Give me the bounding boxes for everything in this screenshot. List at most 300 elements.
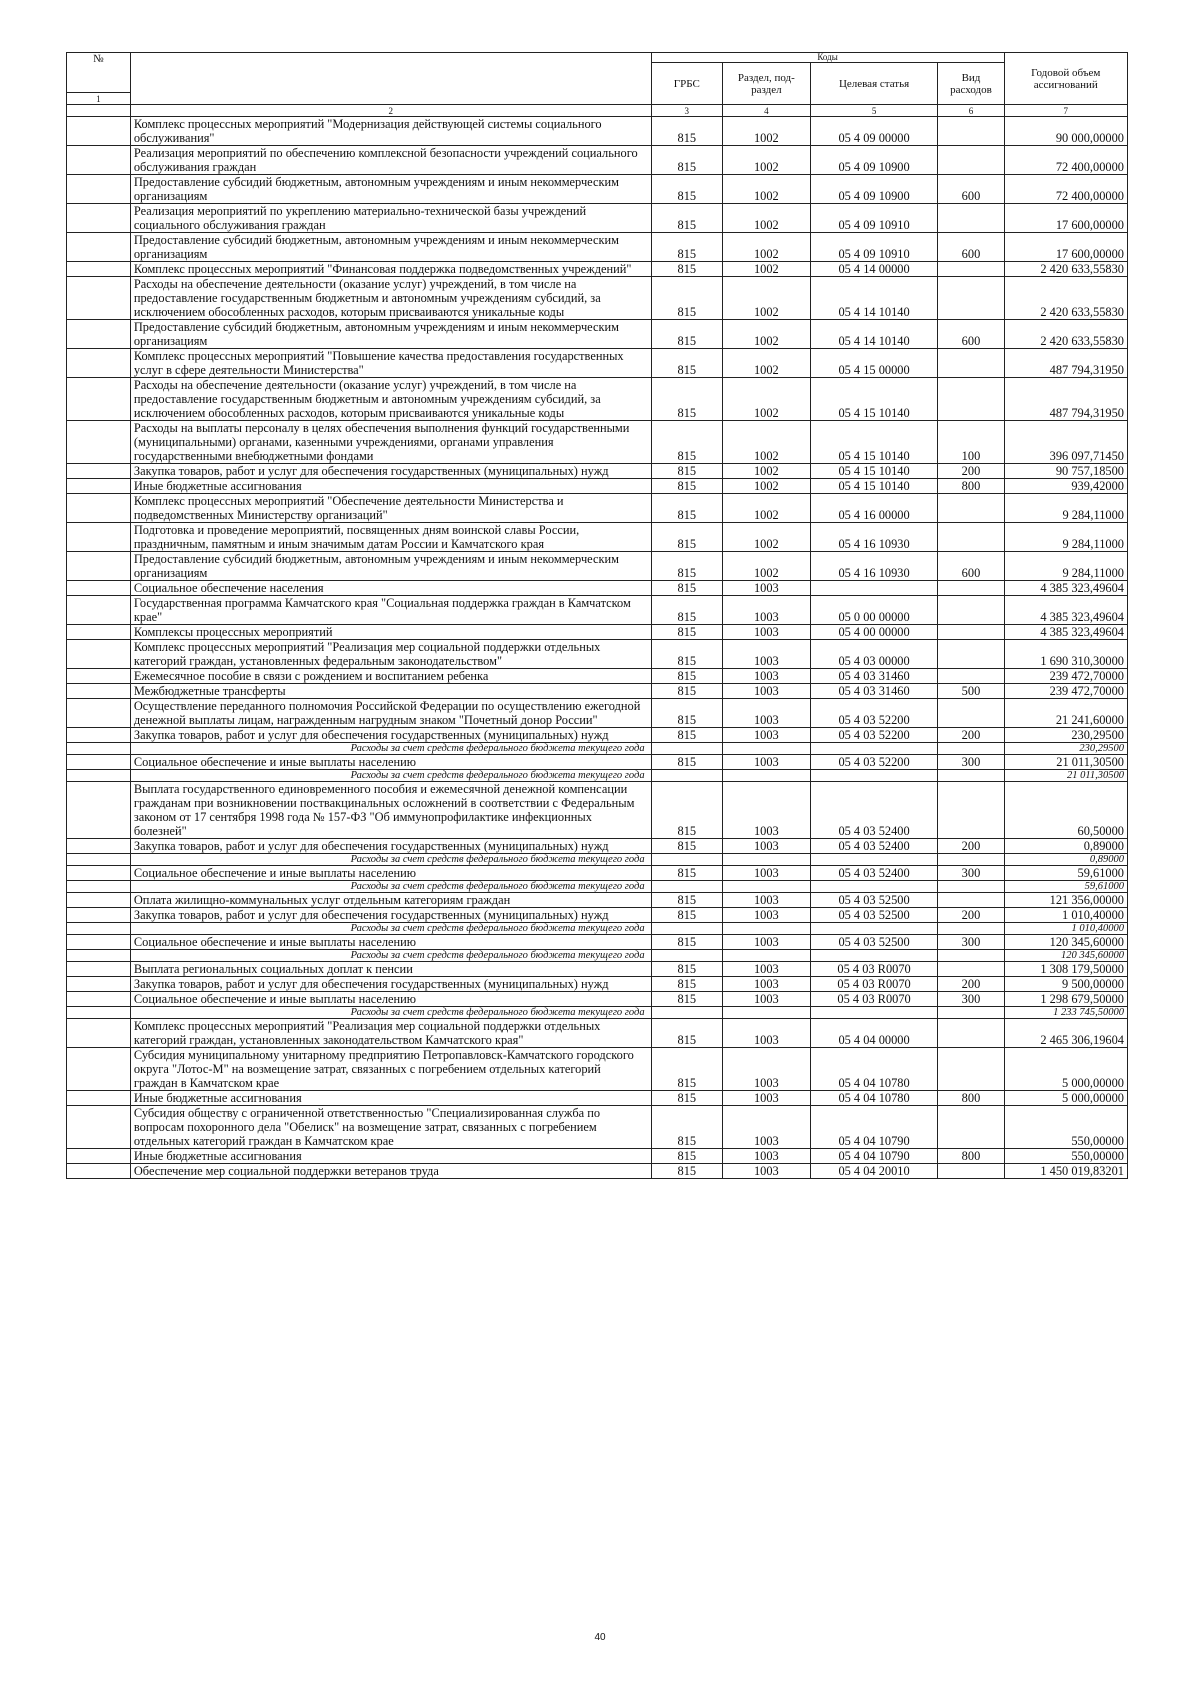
federal-budget-row: [67, 854, 1128, 866]
num-cell: [67, 581, 131, 596]
section-cell: [723, 743, 811, 755]
num-cell: [67, 992, 131, 1007]
table-row: [67, 320, 1128, 349]
name-cell: Расходы за счет средств федерального бюджета текущего года: [130, 770, 651, 782]
expense-type-cell: [938, 146, 1004, 175]
num-cell: [67, 1048, 131, 1091]
target-cell: 05 4 15 10140: [810, 464, 938, 479]
section-cell: 1003: [723, 935, 811, 950]
header-annual: Годовой объем ассигнований: [1004, 53, 1127, 105]
amount-cell: 396 097,71450: [1004, 421, 1127, 464]
grbs-cell: [651, 1007, 722, 1019]
section-cell: 1003: [723, 728, 811, 743]
target-cell: 05 0 00 00000: [810, 596, 938, 625]
num-cell: [67, 962, 131, 977]
table-row: [67, 421, 1128, 464]
expense-type-cell: 200: [938, 464, 1004, 479]
table-row: [67, 552, 1128, 581]
section-cell: 1002: [723, 523, 811, 552]
expense-type-cell: 200: [938, 728, 1004, 743]
expense-type-cell: [938, 923, 1004, 935]
section-cell: 1003: [723, 1019, 811, 1048]
amount-cell: 1 298 679,50000: [1004, 992, 1127, 1007]
name-cell: Расходы за счет средств федерального бюджета текущего года: [130, 923, 651, 935]
amount-cell: 9 284,11000: [1004, 494, 1127, 523]
federal-budget-row: [67, 950, 1128, 962]
num-cell: [67, 684, 131, 699]
target-cell: 05 4 03 52200: [810, 699, 938, 728]
grbs-cell: 815: [651, 839, 722, 854]
amount-cell: 5 000,00000: [1004, 1048, 1127, 1091]
grbs-cell: 815: [651, 640, 722, 669]
num-cell: [67, 699, 131, 728]
grbs-cell: 815: [651, 1091, 722, 1106]
name-cell: Оплата жилищно-коммунальных услуг отдельным категориям граждан: [130, 893, 651, 908]
section-cell: 1003: [723, 1164, 811, 1179]
target-cell: 05 4 03 52500: [810, 908, 938, 923]
amount-cell: 90 000,00000: [1004, 117, 1127, 146]
section-cell: 1003: [723, 992, 811, 1007]
grbs-cell: 815: [651, 349, 722, 378]
num-cell: [67, 349, 131, 378]
expense-type-cell: [938, 349, 1004, 378]
grbs-cell: 815: [651, 117, 722, 146]
expense-type-cell: 600: [938, 320, 1004, 349]
section-cell: 1003: [723, 755, 811, 770]
target-cell: 05 4 09 10900: [810, 146, 938, 175]
section-cell: 1002: [723, 421, 811, 464]
section-cell: 1003: [723, 1106, 811, 1149]
grbs-cell: 815: [651, 684, 722, 699]
table-row: [67, 596, 1128, 625]
amount-cell: 120 345,60000: [1004, 950, 1127, 962]
amount-cell: 0,89000: [1004, 854, 1127, 866]
target-cell: 05 4 14 10140: [810, 277, 938, 320]
amount-cell: 2 420 633,55830: [1004, 277, 1127, 320]
table-row: [67, 1048, 1128, 1091]
expense-type-cell: 300: [938, 935, 1004, 950]
table-row: [67, 640, 1128, 669]
expense-type-cell: 200: [938, 977, 1004, 992]
header-index-1: 1: [67, 93, 131, 105]
amount-cell: 1 010,40000: [1004, 923, 1127, 935]
num-cell: [67, 204, 131, 233]
name-cell: Закупка товаров, работ и услуг для обеспечения государственных (муниципальных) нужд: [130, 464, 651, 479]
table-row: [67, 146, 1128, 175]
table-row: [67, 494, 1128, 523]
grbs-cell: 815: [651, 262, 722, 277]
grbs-cell: 815: [651, 866, 722, 881]
num-cell: [67, 782, 131, 839]
amount-cell: 487 794,31950: [1004, 349, 1127, 378]
section-cell: 1003: [723, 1149, 811, 1164]
grbs-cell: 815: [651, 479, 722, 494]
section-cell: 1002: [723, 464, 811, 479]
amount-cell: 9 284,11000: [1004, 552, 1127, 581]
section-cell: 1003: [723, 962, 811, 977]
expense-type-cell: 300: [938, 755, 1004, 770]
amount-cell: 21 011,30500: [1004, 770, 1127, 782]
num-cell: [67, 893, 131, 908]
target-cell: 05 4 09 10910: [810, 233, 938, 262]
name-cell: Подготовка и проведение мероприятий, посвященных дням воинской славы России, праздничным, памятным и иным значимым датам России и Камчатского края: [130, 523, 651, 552]
amount-cell: 72 400,00000: [1004, 175, 1127, 204]
name-cell: Закупка товаров, работ и услуг для обеспечения государственных (муниципальных) нужд: [130, 728, 651, 743]
grbs-cell: 815: [651, 320, 722, 349]
header-target: Целевая статья: [810, 63, 938, 105]
section-cell: 1003: [723, 866, 811, 881]
amount-cell: 239 472,70000: [1004, 669, 1127, 684]
num-cell: [67, 320, 131, 349]
table-row: [67, 1019, 1128, 1048]
name-cell: Реализация мероприятий по обеспечению комплексной безопасности учреждений социального обслуживания граждан: [130, 146, 651, 175]
name-cell: Расходы на обеспечение деятельности (оказание услуг) учреждений, в том числе на предоставление государственным бюджетным и автономным учреждениям субсидий, за исключением обособленных расходов, которым присваиваются уникальные коды: [130, 277, 651, 320]
grbs-cell: 815: [651, 1106, 722, 1149]
header-index-4: 4: [723, 105, 811, 117]
header-index-6: 6: [938, 105, 1004, 117]
grbs-cell: 815: [651, 1048, 722, 1091]
federal-budget-row: [67, 1007, 1128, 1019]
grbs-cell: 815: [651, 494, 722, 523]
target-cell: [810, 950, 938, 962]
target-cell: 05 4 03 52200: [810, 728, 938, 743]
grbs-cell: [651, 923, 722, 935]
expense-type-cell: 800: [938, 479, 1004, 494]
expense-type-cell: 500: [938, 684, 1004, 699]
name-cell: Комплекс процессных мероприятий "Реализация мер социальной поддержки отдельных категорий граждан, установленных федеральным законодательством": [130, 640, 651, 669]
section-cell: 1002: [723, 117, 811, 146]
expense-type-cell: [938, 1019, 1004, 1048]
header-index-blank: [67, 105, 131, 117]
target-cell: 05 4 15 10140: [810, 378, 938, 421]
name-cell: Иные бюджетные ассигнования: [130, 479, 651, 494]
table-row: [67, 464, 1128, 479]
name-cell: Закупка товаров, работ и услуг для обеспечения государственных (муниципальных) нужд: [130, 908, 651, 923]
section-cell: 1003: [723, 669, 811, 684]
target-cell: 05 4 03 52500: [810, 893, 938, 908]
amount-cell: 550,00000: [1004, 1149, 1127, 1164]
section-cell: 1003: [723, 1091, 811, 1106]
num-cell: [67, 175, 131, 204]
target-cell: 05 4 09 00000: [810, 117, 938, 146]
expense-type-cell: [938, 881, 1004, 893]
num-cell: [67, 378, 131, 421]
grbs-cell: [651, 854, 722, 866]
amount-cell: 1 308 179,50000: [1004, 962, 1127, 977]
header-codes: Коды: [651, 53, 1004, 63]
target-cell: 05 4 04 00000: [810, 1019, 938, 1048]
grbs-cell: [651, 950, 722, 962]
table-row: [67, 378, 1128, 421]
amount-cell: 1 010,40000: [1004, 908, 1127, 923]
grbs-cell: 815: [651, 464, 722, 479]
grbs-cell: 815: [651, 146, 722, 175]
expense-type-cell: 100: [938, 421, 1004, 464]
num-cell: [67, 908, 131, 923]
expense-type-cell: [938, 854, 1004, 866]
section-cell: 1003: [723, 625, 811, 640]
num-cell: [67, 743, 131, 755]
name-cell: Социальное обеспечение и иные выплаты населению: [130, 935, 651, 950]
name-cell: Расходы за счет средств федерального бюджета текущего года: [130, 743, 651, 755]
section-cell: 1003: [723, 596, 811, 625]
name-cell: Комплекс процессных мероприятий "Реализация мер социальной поддержки отдельных категорий граждан, установленных законодательством Камчатского края": [130, 1019, 651, 1048]
section-cell: 1003: [723, 908, 811, 923]
table-row: [67, 349, 1128, 378]
target-cell: 05 4 04 10790: [810, 1149, 938, 1164]
table-row: [67, 625, 1128, 640]
name-cell: Социальное обеспечение и иные выплаты населению: [130, 866, 651, 881]
grbs-cell: 815: [651, 523, 722, 552]
amount-cell: 230,29500: [1004, 728, 1127, 743]
target-cell: [810, 1007, 938, 1019]
budget-table: [66, 52, 1128, 1179]
num-cell: [67, 935, 131, 950]
federal-budget-row: [67, 770, 1128, 782]
expense-type-cell: 300: [938, 866, 1004, 881]
amount-cell: 121 356,00000: [1004, 893, 1127, 908]
num-cell: [67, 881, 131, 893]
expense-type-cell: [938, 950, 1004, 962]
expense-type-cell: [938, 1007, 1004, 1019]
num-cell: [67, 950, 131, 962]
table-row: [67, 1091, 1128, 1106]
name-cell: Социальное обеспечение и иные выплаты населению: [130, 992, 651, 1007]
table-row: [67, 277, 1128, 320]
amount-cell: 59,61000: [1004, 866, 1127, 881]
name-cell: Субсидия муниципальному унитарному предприятию Петропавловск-Камчатского городского округа "Лотос-М" на возмещение затрат, связанных с погребением отдельных категорий граждан в Камчатском крае: [130, 1048, 651, 1091]
amount-cell: 239 472,70000: [1004, 684, 1127, 699]
grbs-cell: 815: [651, 552, 722, 581]
num-cell: [67, 625, 131, 640]
expense-type-cell: [938, 1048, 1004, 1091]
target-cell: [810, 743, 938, 755]
expense-type-cell: [938, 962, 1004, 977]
section-cell: 1003: [723, 782, 811, 839]
grbs-cell: 815: [651, 421, 722, 464]
target-cell: 05 4 03 R0070: [810, 977, 938, 992]
amount-cell: 72 400,00000: [1004, 146, 1127, 175]
target-cell: 05 4 16 10930: [810, 523, 938, 552]
grbs-cell: [651, 881, 722, 893]
target-cell: 05 4 03 31460: [810, 669, 938, 684]
num-cell: [67, 277, 131, 320]
budget-sheet: [66, 52, 1128, 1179]
grbs-cell: 815: [651, 935, 722, 950]
section-cell: 1002: [723, 479, 811, 494]
section-cell: 1002: [723, 175, 811, 204]
target-cell: 05 4 15 00000: [810, 349, 938, 378]
expense-type-cell: 800: [938, 1091, 1004, 1106]
grbs-cell: 815: [651, 669, 722, 684]
num-cell: [67, 839, 131, 854]
section-cell: [723, 950, 811, 962]
amount-cell: 487 794,31950: [1004, 378, 1127, 421]
target-cell: [810, 581, 938, 596]
name-cell: Расходы за счет средств федерального бюджета текущего года: [130, 881, 651, 893]
table-row: [67, 479, 1128, 494]
amount-cell: 17 600,00000: [1004, 233, 1127, 262]
section-cell: 1002: [723, 349, 811, 378]
expense-type-cell: [938, 117, 1004, 146]
expense-type-cell: [938, 625, 1004, 640]
table-row: [67, 1106, 1128, 1149]
expense-type-cell: [938, 743, 1004, 755]
section-cell: 1002: [723, 552, 811, 581]
grbs-cell: 815: [651, 204, 722, 233]
amount-cell: 2 420 633,55830: [1004, 262, 1127, 277]
target-cell: 05 4 00 00000: [810, 625, 938, 640]
grbs-cell: 815: [651, 782, 722, 839]
header-index-3: 3: [651, 105, 722, 117]
expense-type-cell: [938, 378, 1004, 421]
page-number: 40: [594, 1632, 606, 1643]
grbs-cell: 815: [651, 699, 722, 728]
expense-type-cell: [938, 1164, 1004, 1179]
header-index-7: 7: [1004, 105, 1127, 117]
target-cell: [810, 923, 938, 935]
amount-cell: 21 241,60000: [1004, 699, 1127, 728]
target-cell: 05 4 03 52500: [810, 935, 938, 950]
grbs-cell: 815: [651, 175, 722, 204]
amount-cell: 2 465 306,19604: [1004, 1019, 1127, 1048]
table-row: [67, 581, 1128, 596]
name-cell: Расходы на выплаты персоналу в целях обеспечения выполнения функций государственными (муниципальными) органами, казенными учреждениями, органами управления государственными внебюджетными фондами: [130, 421, 651, 464]
target-cell: 05 4 09 10910: [810, 204, 938, 233]
name-cell: Предоставление субсидий бюджетным, автономным учреждениям и иным некоммерческим организациям: [130, 175, 651, 204]
expense-type-cell: [938, 640, 1004, 669]
target-cell: 05 4 03 R0070: [810, 992, 938, 1007]
header-name-blank: [130, 53, 651, 105]
federal-budget-row: [67, 881, 1128, 893]
section-cell: 1002: [723, 233, 811, 262]
table-row: [67, 1149, 1128, 1164]
grbs-cell: 815: [651, 277, 722, 320]
name-cell: Социальное обеспечение и иные выплаты населению: [130, 755, 651, 770]
expense-type-cell: [938, 893, 1004, 908]
grbs-cell: [651, 770, 722, 782]
federal-budget-row: [67, 923, 1128, 935]
name-cell: Государственная программа Камчатского края "Социальная поддержка граждан в Камчатском крае": [130, 596, 651, 625]
table-row: [67, 175, 1128, 204]
num-cell: [67, 1007, 131, 1019]
grbs-cell: 815: [651, 625, 722, 640]
grbs-cell: 815: [651, 755, 722, 770]
target-cell: 05 4 16 10930: [810, 552, 938, 581]
amount-cell: 59,61000: [1004, 881, 1127, 893]
table-row: [67, 839, 1128, 854]
amount-cell: 2 420 633,55830: [1004, 320, 1127, 349]
name-cell: Субсидия обществу с ограниченной ответственностью "Специализированная служба по вопросам похоронного дела "Обелиск" на возмещение затрат, связанных с погребением отдельных категорий граждан в Камчатском крае: [130, 1106, 651, 1149]
expense-type-cell: [938, 204, 1004, 233]
table-row: [67, 523, 1128, 552]
num-cell: [67, 596, 131, 625]
target-cell: 05 4 16 00000: [810, 494, 938, 523]
expense-type-cell: [938, 770, 1004, 782]
expense-type-cell: [938, 699, 1004, 728]
section-cell: [723, 881, 811, 893]
table-row: [67, 669, 1128, 684]
section-cell: 1003: [723, 684, 811, 699]
target-cell: [810, 770, 938, 782]
amount-cell: 17 600,00000: [1004, 204, 1127, 233]
num-cell: [67, 1164, 131, 1179]
expense-type-cell: 600: [938, 233, 1004, 262]
num-cell: [67, 977, 131, 992]
num-cell: [67, 866, 131, 881]
target-cell: 05 4 04 20010: [810, 1164, 938, 1179]
section-cell: 1002: [723, 378, 811, 421]
amount-cell: 21 011,30500: [1004, 755, 1127, 770]
num-cell: [67, 728, 131, 743]
amount-cell: 939,42000: [1004, 479, 1127, 494]
grbs-cell: 815: [651, 1019, 722, 1048]
expense-type-cell: [938, 262, 1004, 277]
name-cell: Предоставление субсидий бюджетным, автономным учреждениям и иным некоммерческим организациям: [130, 320, 651, 349]
name-cell: Комплекс процессных мероприятий "Финансовая поддержка подведомственных учреждений": [130, 262, 651, 277]
table-row: [67, 755, 1128, 770]
grbs-cell: 815: [651, 728, 722, 743]
num-cell: [67, 523, 131, 552]
expense-type-cell: 300: [938, 992, 1004, 1007]
name-cell: Комплекс процессных мероприятий "Обеспечение деятельности Министерства и подведомственных Министерству организаций": [130, 494, 651, 523]
section-cell: 1002: [723, 204, 811, 233]
name-cell: Закупка товаров, работ и услуг для обеспечения государственных (муниципальных) нужд: [130, 977, 651, 992]
expense-type-cell: [938, 1106, 1004, 1149]
grbs-cell: 815: [651, 596, 722, 625]
table-row: [67, 992, 1128, 1007]
num-cell: [67, 262, 131, 277]
section-cell: 1003: [723, 977, 811, 992]
name-cell: Комплекс процессных мероприятий "Модернизация действующей системы социального обслуживания": [130, 117, 651, 146]
section-cell: [723, 923, 811, 935]
expense-type-cell: 800: [938, 1149, 1004, 1164]
grbs-cell: [651, 743, 722, 755]
expense-type-cell: [938, 581, 1004, 596]
name-cell: Расходы за счет средств федерального бюджета текущего года: [130, 1007, 651, 1019]
target-cell: 05 4 03 52400: [810, 866, 938, 881]
num-cell: [67, 1019, 131, 1048]
num-cell: [67, 669, 131, 684]
amount-cell: 550,00000: [1004, 1106, 1127, 1149]
section-cell: 1003: [723, 640, 811, 669]
num-cell: [67, 464, 131, 479]
table-row: [67, 908, 1128, 923]
name-cell: Иные бюджетные ассигнования: [130, 1149, 651, 1164]
num-cell: [67, 854, 131, 866]
section-cell: 1003: [723, 839, 811, 854]
table-row: [67, 204, 1128, 233]
name-cell: Иные бюджетные ассигнования: [130, 1091, 651, 1106]
target-cell: 05 4 03 52400: [810, 839, 938, 854]
grbs-cell: 815: [651, 977, 722, 992]
amount-cell: 4 385 323,49604: [1004, 596, 1127, 625]
section-cell: 1003: [723, 581, 811, 596]
grbs-cell: 815: [651, 992, 722, 1007]
name-cell: Межбюджетные трансферты: [130, 684, 651, 699]
name-cell: Расходы за счет средств федерального бюджета текущего года: [130, 854, 651, 866]
section-cell: [723, 854, 811, 866]
table-row: [67, 977, 1128, 992]
section-cell: [723, 1007, 811, 1019]
table-row: [67, 782, 1128, 839]
target-cell: 05 4 03 00000: [810, 640, 938, 669]
header-expense-type: Вид расходов: [938, 63, 1004, 105]
table-row: [67, 935, 1128, 950]
name-cell: Предоставление субсидий бюджетным, автономным учреждениям и иным некоммерческим организациям: [130, 552, 651, 581]
num-cell: [67, 755, 131, 770]
num-cell: [67, 1091, 131, 1106]
